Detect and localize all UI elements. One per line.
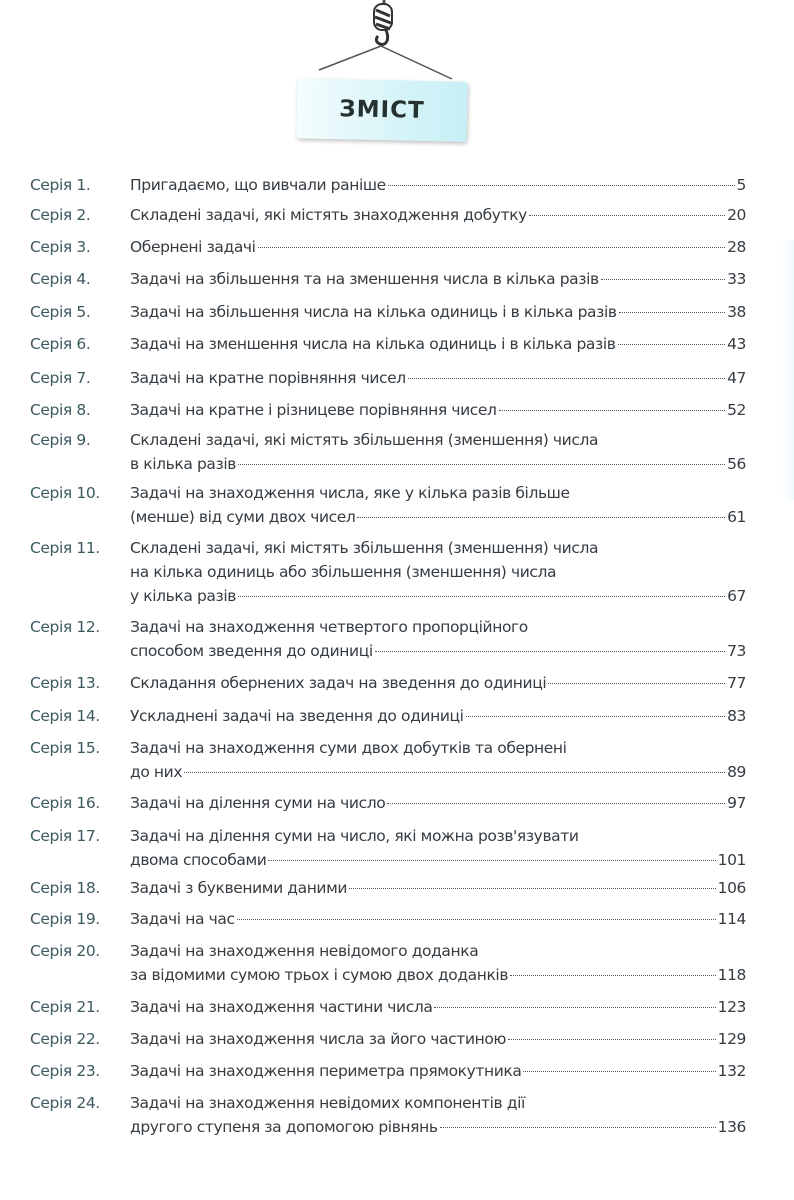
dot-leader [548, 683, 725, 684]
series-label: Серія 22. [30, 1030, 100, 1048]
dot-leader [349, 888, 716, 889]
series-label: Серія 16. [30, 794, 100, 812]
entry-title-line: двома способами [130, 851, 267, 869]
entry-title-line: Задачі на збільшення та на зменшення числа в кілька разів [130, 270, 599, 288]
series-label: Серія 13. [30, 674, 100, 692]
page-number: 43 [727, 335, 746, 353]
series-label: Серія 5. [30, 303, 91, 321]
series-label: Серія 18. [30, 879, 100, 897]
entry-title-line: способом зведення до одиниці [130, 642, 373, 660]
dot-leader [184, 772, 725, 773]
page-number: 56 [727, 455, 746, 473]
entry-title-line: Задачі на знаходження суми двох добутків та обернені [130, 739, 567, 757]
entry-title-line: Задачі на ділення суми на число [130, 794, 386, 812]
series-label: Серія 4. [30, 270, 91, 288]
dot-leader [237, 919, 716, 920]
entry-title-line: Обернені задачі [130, 238, 256, 256]
series-label: Серія 15. [30, 739, 100, 757]
entry-title-line: Задачі на знаходження четвертого пропорційного [130, 618, 528, 636]
entry-title-line: Складання обернених задач на зведення до одиниці [130, 674, 547, 692]
entry-title-line: Задачі на знаходження частини числа [130, 998, 433, 1016]
series-label: Серія 6. [30, 335, 91, 353]
series-label: Серія 8. [30, 401, 91, 419]
entry-title-line: Задачі з буквеними даними [130, 879, 348, 897]
entry-title-line: Задачі на зменшення числа на кілька одиниць і в кілька разів [130, 335, 616, 353]
page-number: 101 [717, 851, 746, 869]
dot-leader [499, 410, 726, 411]
dot-leader [529, 215, 725, 216]
page-title: ЗМІСТ [339, 96, 425, 124]
page-number: 28 [727, 238, 746, 256]
entry-title-line: Задачі на час [130, 910, 235, 928]
entry-title-line: Задачі на знаходження невідомого доданка [130, 942, 479, 960]
page-number: 77 [727, 674, 746, 692]
page-number: 38 [727, 303, 746, 321]
page-number: 83 [727, 707, 746, 725]
page-number: 132 [717, 1062, 746, 1080]
page-number: 5 [736, 176, 746, 194]
dot-leader [466, 716, 726, 717]
entry-title-line: до них [130, 763, 183, 781]
page-number: 20 [727, 206, 746, 224]
dot-leader [268, 860, 715, 861]
dot-leader [510, 975, 716, 976]
dot-leader [618, 344, 726, 345]
page-number: 106 [717, 879, 746, 897]
series-label: Серія 24. [30, 1094, 100, 1112]
entry-title-line: Задачі на ділення суми на число, які можна розв'язувати [130, 827, 579, 845]
series-label: Серія 14. [30, 707, 100, 725]
entry-title-line: Задачі на кратне порівняння чисел [130, 369, 406, 387]
dot-leader [258, 247, 725, 248]
page-number: 129 [717, 1030, 746, 1048]
dot-leader [619, 312, 725, 313]
series-label: Серія 10. [30, 484, 100, 502]
entry-title-line: Складені задачі, які містять збільшення (зменшення) числа [130, 431, 599, 449]
entry-title-line: в кілька разів [130, 455, 236, 473]
page-number: 47 [727, 369, 746, 387]
entry-title-line: у кілька разів [130, 587, 237, 605]
series-label: Серія 11. [30, 539, 100, 557]
page-number: 33 [727, 270, 746, 288]
dot-leader [375, 651, 725, 652]
dot-leader [508, 1039, 716, 1040]
entry-title-line: Пригадаємо, що вивчали раніше [130, 176, 386, 194]
series-label: Серія 9. [30, 431, 91, 449]
page-number: 114 [717, 910, 746, 928]
dot-leader [238, 464, 725, 465]
series-label: Серія 17. [30, 827, 100, 845]
dot-leader [357, 517, 725, 518]
dot-leader [387, 803, 725, 804]
series-label: Серія 1. [30, 176, 91, 194]
entry-title-line: Задачі на знаходження периметра прямокутника [130, 1062, 522, 1080]
dot-leader [440, 1127, 716, 1128]
entry-title-line: Задачі на знаходження числа, яке у кілька разів більше [130, 484, 570, 502]
page-number: 97 [727, 794, 746, 812]
entry-title-line: за відомими сумою трьох і сумою двох доданків [130, 966, 509, 984]
dot-leader [601, 279, 725, 280]
series-label: Серія 3. [30, 238, 91, 256]
entry-title-line: другого ступеня за допомогою рівнянь [130, 1118, 438, 1136]
entry-title-line: Задачі на збільшення числа на кілька одиниць і в кілька разів [130, 303, 617, 321]
series-label: Серія 23. [30, 1062, 100, 1080]
entry-title-line: Задачі на знаходження числа за його частиною [130, 1030, 507, 1048]
dot-leader [238, 596, 725, 597]
dot-leader [408, 378, 725, 379]
series-label: Серія 21. [30, 998, 100, 1016]
page-number: 123 [717, 998, 746, 1016]
page-number: 61 [727, 508, 746, 526]
dot-leader [388, 185, 735, 186]
entry-title-line: Задачі на знаходження невідомих компонентів дії [130, 1094, 525, 1112]
entry-title-line: Складені задачі, які містять збільшення (зменшення) числа [130, 539, 599, 557]
series-label: Серія 20. [30, 942, 100, 960]
page-number: 118 [717, 966, 746, 984]
entry-title-line: Задачі на кратне і різницеве порівняння чисел [130, 401, 497, 419]
series-label: Серія 2. [30, 206, 91, 224]
series-label: Серія 7. [30, 369, 91, 387]
page-number: 67 [727, 587, 746, 605]
page-number: 136 [717, 1118, 746, 1136]
dot-leader [523, 1071, 715, 1072]
page-number: 89 [727, 763, 746, 781]
entry-title-line: Ускладнені задачі на зведення до одиниці [130, 707, 464, 725]
entry-title-line: (менше) від суми двох чисел [130, 508, 356, 526]
entry-title-line: Складені задачі, які містять знаходження добутку [130, 206, 527, 224]
series-label: Серія 19. [30, 910, 100, 928]
page-number: 52 [727, 401, 746, 419]
page-number: 73 [727, 642, 746, 660]
series-label: Серія 12. [30, 618, 100, 636]
entry-title-line: на кілька одиниць або збільшення (зменшення) числа [130, 563, 557, 581]
dot-leader [434, 1007, 715, 1008]
